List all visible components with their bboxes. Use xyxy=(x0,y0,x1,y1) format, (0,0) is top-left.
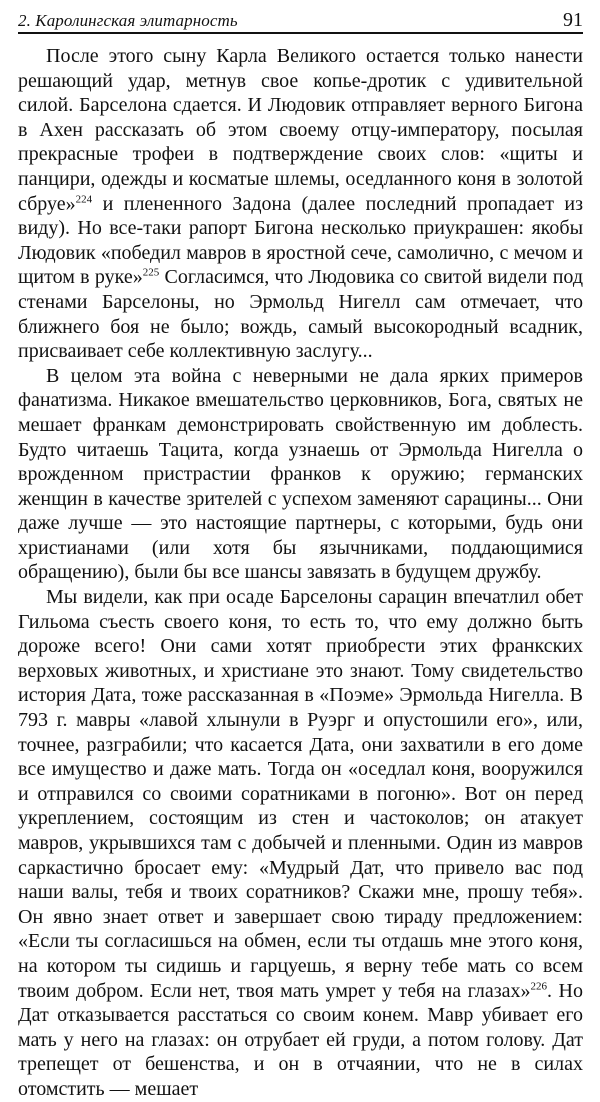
segment-text: После этого сыну Карла Великого остается только нанести решающий удар, метнув свое копье-дротик с удивительной силой. Барселона сдается. И Людовик отправляет верного Бигона в Ахен рассказать об этом своему отцу-императору, посылая прекрасные трофеи в подтверждение своих слов: «щиты и панцири, одежды и косматые шлемы, оседланного коня в золотой сбруе» xyxy=(18,45,583,215)
segment-text: В целом эта война с неверными не дала ярких примеров фанатизма. Никакое вмешательство церковников, Бога, святых не мешает франкам демонстрировать свойственную им доблесть. Будто читаешь Тацита, когда узнаешь от Эрмольда Нигелла о врожденном пристрастии франков к оружию; германских женщин в качестве зрителей с успехом заменяют сарацины... Они даже лучше — это настоящие партнеры, с которыми, будь они христианами (или хотя бы язычниками, поддающимися обращению), были бы все шансы завязать в будущем дружбу. xyxy=(18,364,583,584)
text-segment xyxy=(18,586,583,1002)
footnote-marker[interactable]: 224 xyxy=(75,192,93,205)
chapter-title: 2. Каролингская элитарность xyxy=(18,11,238,30)
text-segment xyxy=(18,45,583,215)
paragraph xyxy=(18,364,583,585)
segment-text: Согласимся, что Людовика со свитой видели под стенами Барселоны, но Эрмольд Нигелл сам отмечает, что ближнего боя не было; вождь, самый высокородный всадник, присваивает себе коллективную заслугу... xyxy=(18,266,583,363)
segment-text: . Но Дат отказывается расстаться со своим конем. Мавр убивает его мать у него на глазах: он отрубает ей груди, а потом голову. Дат трепещет от бешенства, и он в отчаянии, что не в силах отомстить — мешает xyxy=(18,979,583,1100)
footnote-marker[interactable]: 226 xyxy=(530,979,548,992)
footnote-marker[interactable]: 225 xyxy=(142,266,160,279)
paragraph xyxy=(18,44,583,364)
running-head xyxy=(18,8,583,34)
segment-text: и плененного Задона (далее последний пропадает из виду). Но все-таки рапорт Бигона несколько приукрашен: якобы Людовик «победил мавров в яростной сече, самолично, с мечом и щитом в руке» xyxy=(18,192,583,289)
page-number: 91 xyxy=(563,9,583,31)
segment-text: Мы видели, как при осаде Барселоны сарацин впечатлил обет Гильома съесть своего коня, то есть то, что ему должно быть дороже всего! Они сами хотят приобрести этих франкских верховых животных, и христиане это знают. Тому свидетельство история Дата, тоже рассказанная в «Поэме» Эрмольда Нигелла. В 793 г. мавры «лавой хлынули в Руэрг и опустошили его», или, точнее, разграбили; что касается Дата, они захватили в его доме все имущество и даже мать. Тогда он «оседлал коня, вооружился и отправился со своими соратниками в погоню». Вот он перед укреплением, состоящим из стен и частоколов; он атакует мавров, укрывшихся там с добычей и пленными. Один из мавров саркастично бросает ему: «Мудрый Дат, что привело вас под наши валы, тебя и твоих соратников? Скажи мне, прошу тебя». Он явно знает ответ и завершает свою тираду предложением: «Если ты согласишься на обмен, если ты отдашь мне этого коня, на котором ты сидишь и гарцуешь, я верну тебе мать со всем твоим добром. Если нет, твоя мать умрет у тебя на глазах» xyxy=(18,586,583,1002)
text-segment xyxy=(18,365,583,584)
body-text xyxy=(18,44,583,1102)
paragraph xyxy=(18,585,583,1101)
